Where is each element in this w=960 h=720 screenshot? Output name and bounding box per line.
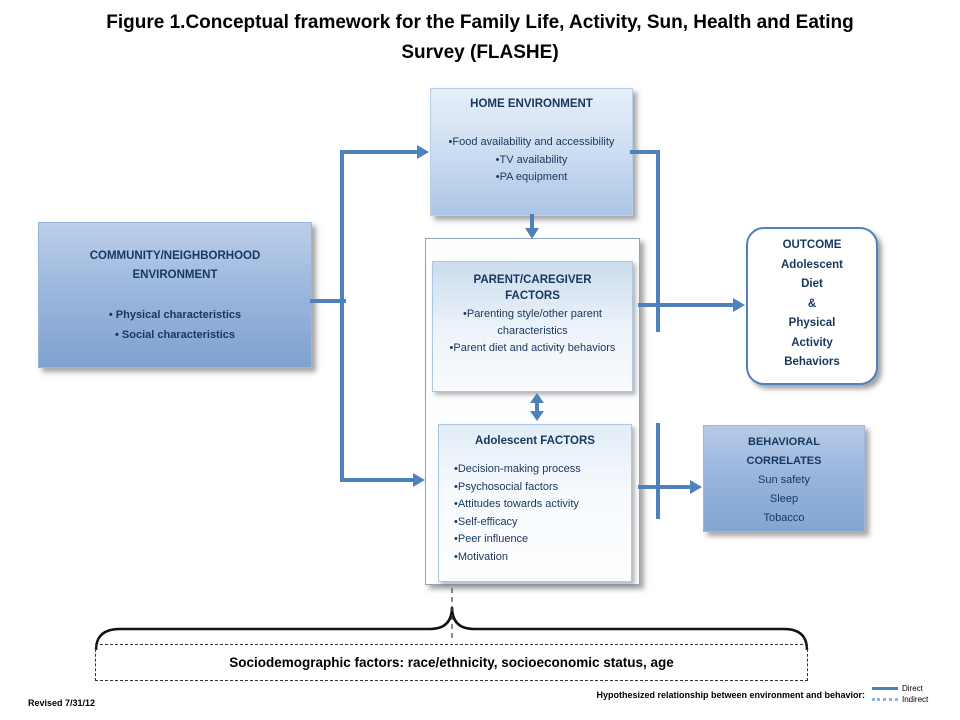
- behavioral-correlates-title: BEHAVIORAL CORRELATES: [746, 436, 822, 467]
- outcome-line-diet: Diet: [801, 278, 823, 290]
- legend-label-indirect: Indirect: [902, 695, 929, 704]
- outcome-line-activity: Activity: [791, 336, 833, 349]
- parent-bullet-style: •Parenting style/other parent characteristics: [463, 308, 602, 337]
- community-environment-box: [38, 222, 312, 368]
- outcome-line-amp: &: [807, 297, 817, 310]
- sociodemographic-box: [95, 644, 808, 681]
- adolescent-factors-box: [438, 424, 632, 582]
- adolescent-bullet-decision: •Decision-making process: [454, 463, 581, 475]
- legend-row-indirect: [872, 694, 928, 705]
- arrowhead-to-outcome: [733, 298, 745, 312]
- parent-caregiver-factors-title: PARENT/CAREGIVER FACTORS: [473, 274, 592, 302]
- home-bullet-pa: •PA equipment: [495, 171, 568, 183]
- behavioral-correlates-box: [703, 425, 865, 532]
- figure-title: [0, 8, 960, 68]
- adolescent-bullet-attitudes: •Attitudes towards activity: [454, 498, 579, 510]
- legend-row-direct: [872, 683, 928, 694]
- revised-date-note: Revised 7/31/12: [28, 698, 96, 708]
- home-environment-title: HOME ENVIRONMENT: [470, 98, 593, 110]
- adolescent-bullet-selfefficacy: •Self-efficacy: [454, 515, 518, 528]
- outcome-box: [746, 227, 878, 385]
- direct-line-swatch: [872, 687, 898, 690]
- home-bullet-tv: •TV availability: [495, 153, 568, 166]
- arrowhead-to-factors: [413, 473, 425, 487]
- home-environment-box: [430, 88, 633, 216]
- adolescent-bullet-motivation: •Motivation: [454, 550, 508, 563]
- arrowhead-to-behavioral: [690, 480, 702, 494]
- outcome-line-behaviors: Behaviors: [784, 356, 840, 368]
- figure-title-line1: Figure 1.Conceptual framework for the Family Life, Activity, Sun, Health and Eating: [106, 12, 854, 33]
- community-bullet-physical: • Physical characteristics: [108, 309, 242, 321]
- outcome-line-adolescent: Adolescent: [781, 258, 843, 271]
- sociodemographic-text: Sociodemographic factors: race/ethnicity, socioeconomic status, age: [229, 655, 674, 670]
- figure-title-line2: Survey (FLASHE): [401, 42, 559, 63]
- individual-factors-container: [425, 238, 640, 585]
- behavioral-item-sun: Sun safety: [758, 474, 810, 486]
- adolescent-bullet-psychosocial: •Psychosocial factors: [454, 480, 559, 493]
- behavioral-item-sleep: Sleep: [769, 493, 799, 505]
- legend-label-direct: Direct: [902, 684, 923, 693]
- parent-bullet-diet: •Parent diet and activity behaviors: [449, 342, 616, 354]
- behavioral-item-tobacco: Tobacco: [763, 512, 805, 524]
- outcome-line-title: OUTCOME: [782, 239, 842, 251]
- adolescent-bullet-peer: •Peer influence: [454, 533, 529, 545]
- arrowhead-to-home: [417, 145, 429, 159]
- indirect-line-swatch: [872, 698, 898, 701]
- outcome-line-physical: Physical: [788, 317, 836, 329]
- legend-heading: Hypothesized relationship between environment and behavior:: [596, 690, 865, 700]
- home-bullet-food: •Food availability and accessibility: [448, 136, 615, 148]
- community-environment-title: COMMUNITY/NEIGHBORHOOD ENVIRONMENT: [89, 250, 261, 281]
- parent-caregiver-factors-box: [432, 261, 633, 392]
- adolescent-factors-title: Adolescent FACTORS: [475, 435, 595, 447]
- legend: [872, 683, 928, 705]
- community-bullet-social: • Social characteristics: [114, 329, 236, 341]
